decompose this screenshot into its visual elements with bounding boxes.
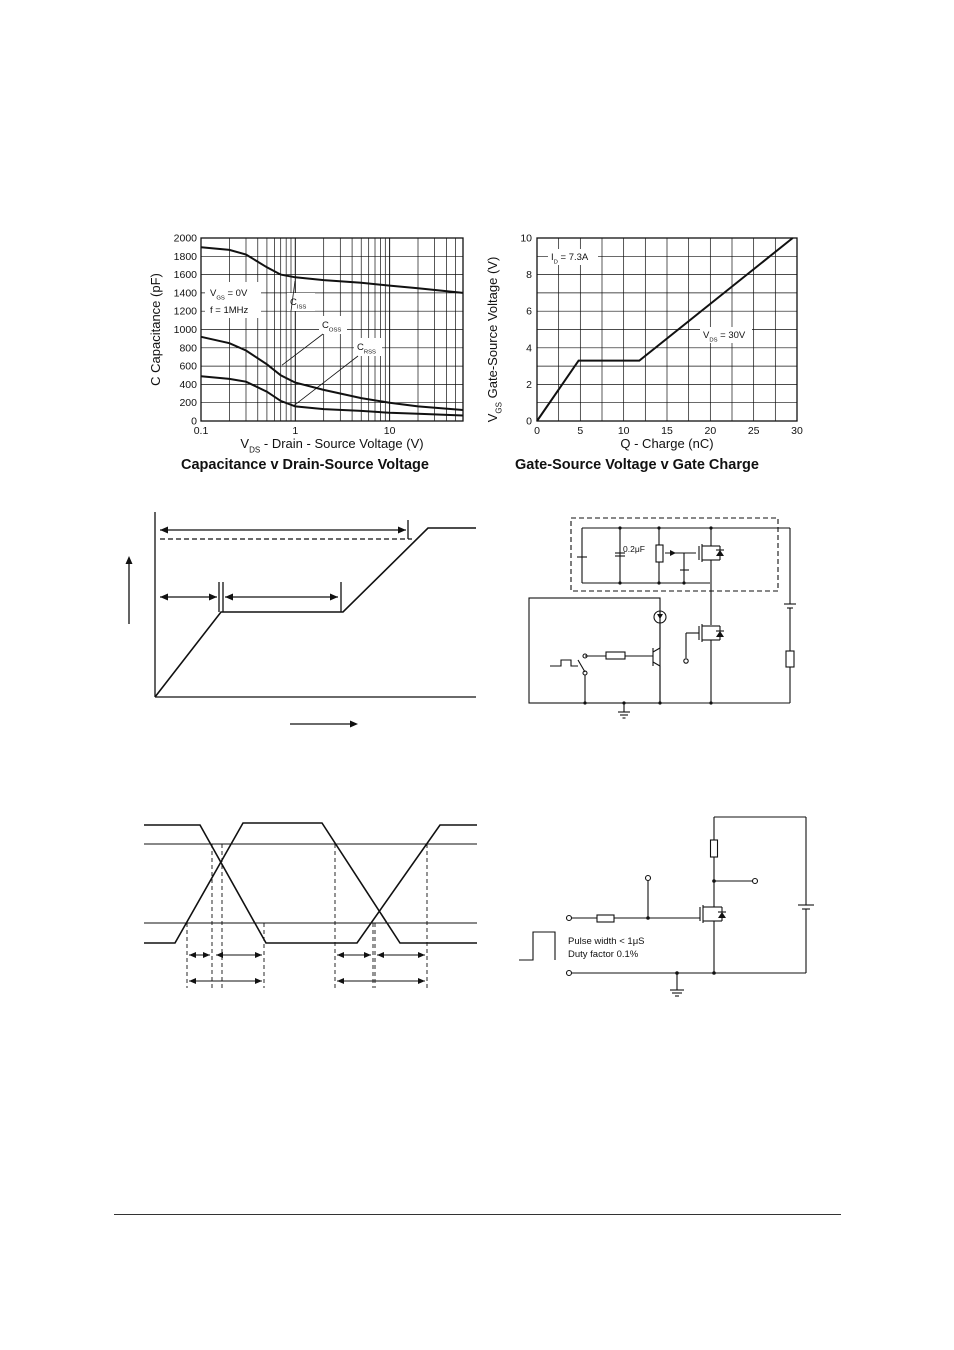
x-axis-label: $V_{DS}$ - Drain - Source Voltage (V) <box>240 436 424 455</box>
y-tick-label: 10 <box>520 232 532 245</box>
annotation-drain-voltage: $V_{DS} = 30V$ <box>703 330 746 344</box>
y-tick-label: 1800 <box>173 250 197 263</box>
x-tick-label: 25 <box>747 425 760 437</box>
y-tick-label: 800 <box>179 342 197 355</box>
y-tick-label: 0 <box>191 415 197 428</box>
duty-factor-label: Duty factor 0.1% <box>568 949 639 960</box>
x-tick-label: 10 <box>617 425 630 437</box>
x-tick-label: 10 <box>383 425 396 437</box>
y-tick-label: 2000 <box>173 232 197 245</box>
y-tick-label: 4 <box>526 342 532 355</box>
condition-vgs: $V_{GS} = 0V$ <box>210 288 248 302</box>
y-tick-label: 1200 <box>173 305 197 318</box>
y-tick-label: 2 <box>526 378 532 391</box>
condition-frequency: f = 1MHz <box>210 305 249 316</box>
y-tick-label: 1000 <box>173 324 197 336</box>
y-axis-label: $V_{GS}$ Gate-Source Voltage (V) <box>485 256 504 423</box>
y-tick-label: 400 <box>179 378 197 391</box>
series-label: $C_{RSS}$ <box>357 342 376 356</box>
series-label: $C_{OSS}$ <box>322 320 342 334</box>
capacitor-label: 0.2μF <box>623 544 645 554</box>
series-label: $C_{ISS}$ <box>290 297 307 311</box>
x-tick-label: 30 <box>791 425 803 437</box>
annotation-drain-current: $I_D = 7.3A$ <box>551 252 589 266</box>
x-tick-label: 20 <box>704 425 717 437</box>
y-tick-label: 8 <box>526 269 532 282</box>
x-tick-label: 0.1 <box>193 425 209 437</box>
gate-resistor <box>597 915 614 922</box>
y-tick-label: 1600 <box>173 269 197 282</box>
y-axis-label: C Capacitance (pF) <box>148 273 163 386</box>
y-tick-label: 0 <box>526 415 532 428</box>
y-tick-label: 200 <box>179 397 197 410</box>
x-tick-label: 15 <box>661 425 673 437</box>
x-tick-label: 0 <box>534 425 540 437</box>
drain-resistor <box>711 840 718 857</box>
pulse-symbol <box>519 932 555 960</box>
x-axis-label: Q - Charge (nC) <box>620 436 714 451</box>
gate-charge-chart-title: Gate-Source Voltage v Gate Charge <box>515 457 759 473</box>
capacitance-chart-title: Capacitance v Drain-Source Voltage <box>181 457 429 473</box>
footer-rule <box>114 1214 841 1215</box>
x-tick-label: 5 <box>577 425 584 437</box>
y-tick-label: 1400 <box>173 287 197 300</box>
x-tick-label: 1 <box>292 425 299 437</box>
pulse-width-label: Pulse width < 1μS <box>568 936 645 947</box>
y-tick-label: 6 <box>526 305 532 318</box>
y-tick-label: 600 <box>179 360 197 373</box>
